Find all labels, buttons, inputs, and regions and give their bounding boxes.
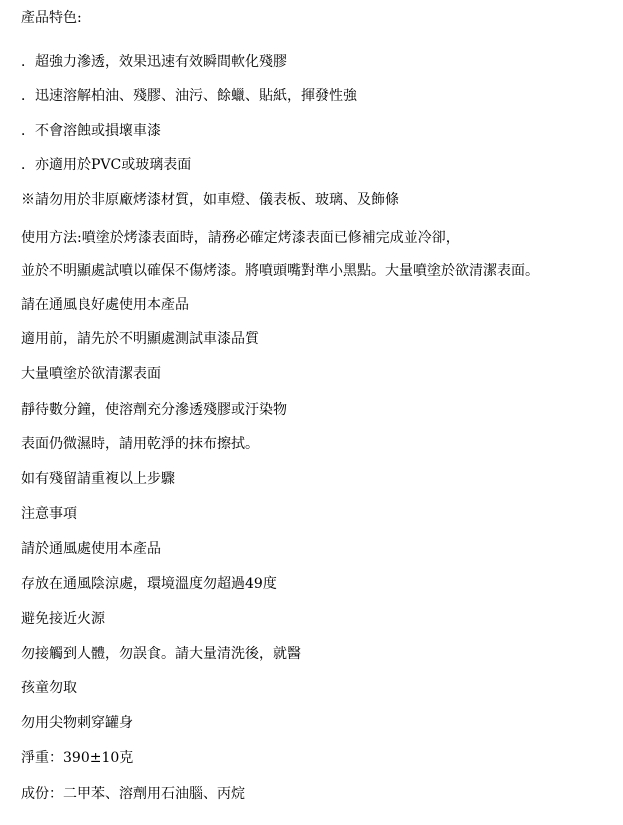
precaution-line: 孩童勿取 [21, 680, 77, 696]
feature-item: ．迅速溶解柏油、殘膠、油污、餘蠟、貼紙，揮發性強 [21, 88, 357, 104]
instruction-line: 靜待數分鐘，使溶劑充分滲透殘膠或汙染物 [21, 402, 287, 418]
feature-item: ．超強力滲透，效果迅速有效瞬間軟化殘膠 [21, 54, 287, 70]
precaution-line: 避免接近火源 [21, 611, 105, 627]
precaution-line: 勿接觸到人體，勿誤食。請大量清洗後，就醫 [21, 646, 301, 662]
ingredients: 成份：二甲苯、溶劑用石油腦、丙烷 [21, 786, 245, 802]
usage-text: 使用方法:噴塗於烤漆表面時，請務必確定烤漆表面已修補完成並冷卻， [21, 230, 460, 246]
net-weight: 淨重：390±10克 [21, 750, 134, 766]
section-heading-precautions: 注意事項 [21, 506, 77, 522]
feature-item: ．不會溶蝕或損壞車漆 [21, 123, 161, 139]
warning-note: ※請勿用於非原廠烤漆材質，如車燈、儀表板、玻璃、及飾條 [21, 192, 399, 208]
feature-item: ．亦適用於PVC或玻璃表面 [21, 157, 192, 173]
instruction-line: 請在通風良好處使用本產品 [21, 297, 189, 313]
usage-text: 並於不明顯處試噴以確保不傷烤漆。將噴頭嘴對準小黑點。大量噴塗於欲清潔表面。 [21, 263, 539, 279]
precaution-line: 勿用尖物刺穿罐身 [21, 715, 133, 731]
precaution-line: 請於通風處使用本產品 [21, 541, 161, 557]
precaution-line: 存放在通風陰涼處，環境溫度勿超過49度 [21, 576, 277, 592]
section-heading-features: 產品特色: [21, 10, 82, 26]
instruction-line: 適用前，請先於不明顯處測試車漆品質 [21, 331, 259, 347]
instruction-line: 表面仍微濕時，請用乾淨的抹布擦拭。 [21, 436, 259, 452]
instruction-line: 如有殘留請重複以上步驟 [21, 471, 175, 487]
instruction-line: 大量噴塗於欲清潔表面 [21, 366, 161, 382]
